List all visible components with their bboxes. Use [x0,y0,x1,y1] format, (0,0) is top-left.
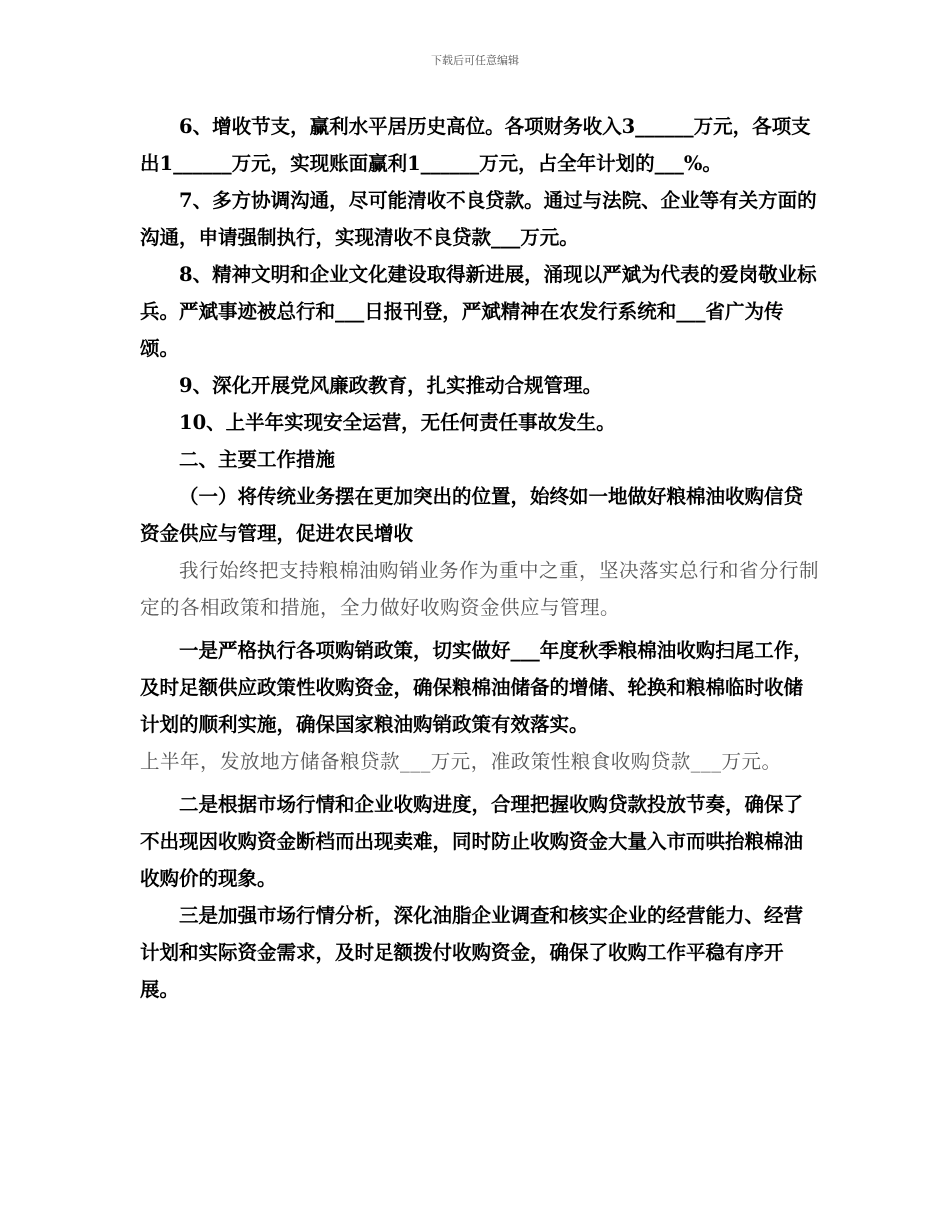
paragraph-item-8: 8、精神文明和企业文化建设取得新进展，涌现以严斌为代表的爱岗敬业标兵。严斌事迹被总行和___日报刊登，严斌精神在农发行系统和___省广为传颂。 [140,263,817,360]
paragraph-item-9: 9、深化开展党风廉政教育，扎实推动合规管理。 [179,374,603,397]
subsection-heading: （一）将传统业务摆在更加突出的位置，始终如一地做好粮棉油收购信贷资金供应与管理，促进农民增收 [140,485,804,545]
loan-figures-paragraph: 上半年，发放地方储备粮贷款___万元，准政策性粮食收购贷款___万元。 [140,750,782,773]
page-header: 下载后可任意编辑 [431,54,519,67]
measure-two-paragraph: 二是根据市场行情和企业收购进度，合理把握收购贷款投放节奏，确保了不出现因收购资金断档而出现卖难，同时防止收购资金大量入市而哄抬粮棉油收购价的现象。 [140,793,804,890]
paragraph-item-10: 10、上半年实现安全运营，无任何责任事故发生。 [179,411,616,434]
section-heading: 二、主要工作措施 [179,448,336,471]
intro-paragraph: 我行始终把支持粮棉油购销业务作为重中之重，坚决落实总行和省分行制定的各相政策和措施，全力做好收购资金供应与管理。 [140,559,820,619]
paragraph-item-7: 7、多方协调沟通，尽可能清收不良贷款。通过与法院、企业等有关方面的沟通，申请强制执行，实现清收不良贷款___万元。 [140,189,817,249]
measure-three-paragraph: 三是加强市场行情分析，深化油脂企业调查和核实企业的经营能力、经营计划和实际资金需求，及时足额拨付收购资金，确保了收购工作平稳有序开展。 [140,904,804,1001]
measure-one-paragraph: 一是严格执行各项购销政策，切实做好___年度秋季粮棉油收购扫尾工作，及时足额供应政策性收购资金，确保粮棉油储备的增储、轮换和粮棉临时收储计划的顺利实施，确保国家粮油购销政策有效落实。 [140,639,813,736]
document-body [140,108,820,1008]
paragraph-item-6: 6、增收节支，赢利水平居历史高位。各项财务收入3______万元，各项支出1______万元，实现账面赢利1______万元，占全年计划的___%。 [140,115,811,175]
